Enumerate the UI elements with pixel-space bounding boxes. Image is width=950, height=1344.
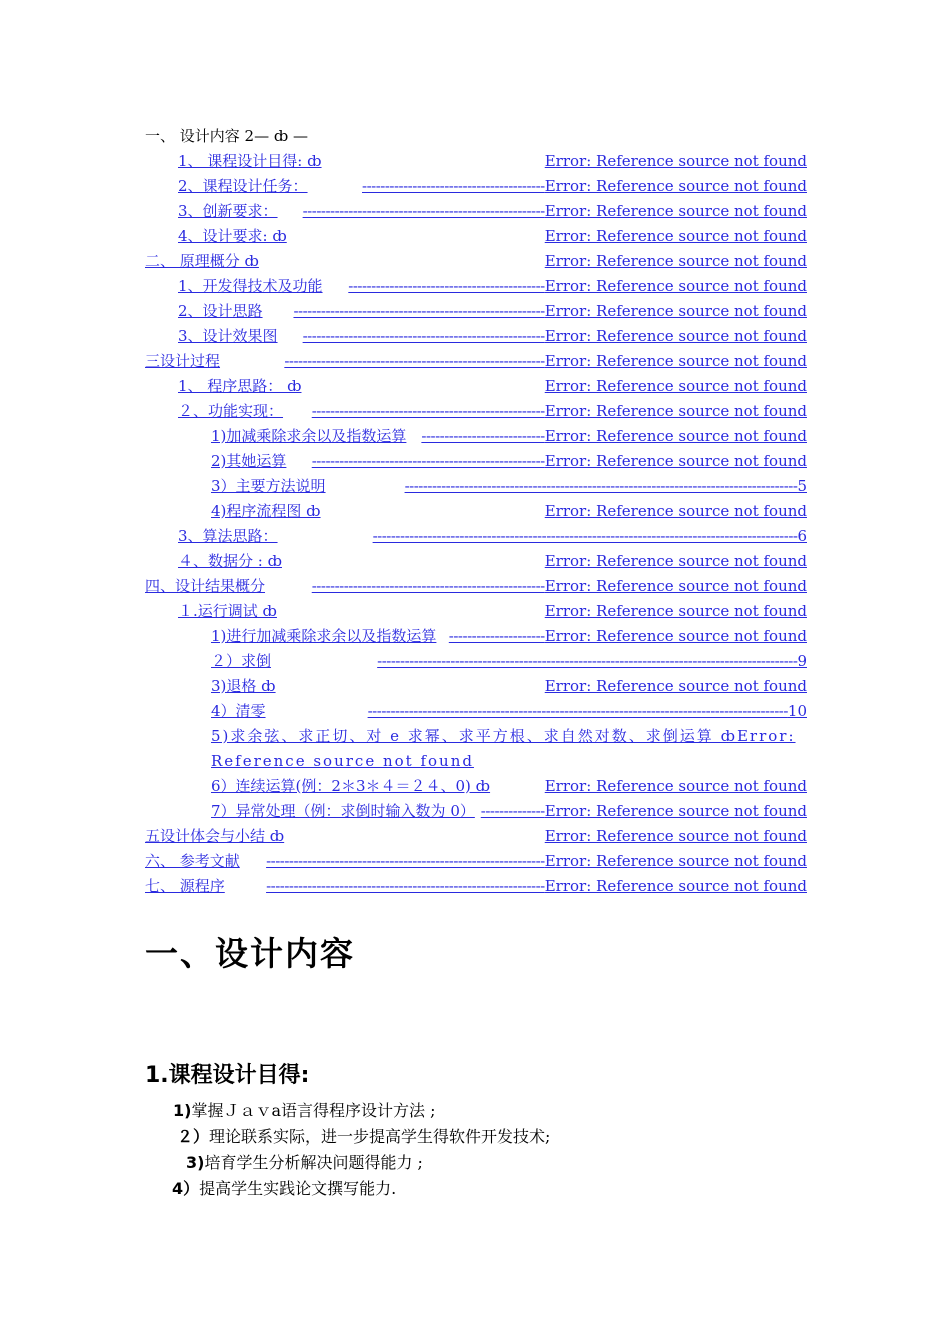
toc-leader-dots: -------------------------------------------------------------------------------------------- — [367, 702, 788, 720]
toc-entry-page: Error: Reference source not found — [544, 577, 807, 595]
toc-entry-page: Error: Reference source not found — [544, 377, 807, 395]
toc-entry-page: Error: Reference source not found — [544, 177, 807, 195]
toc-leader-dots: ------------------------------------------------------------- — [266, 877, 545, 895]
toc-entry-page: Error: Reference source not found — [544, 852, 807, 870]
toc-entry-trailer — [312, 574, 807, 599]
toc-entry-trailer — [545, 374, 807, 399]
toc-entry-title: 1、开发得技术及功能 — [178, 277, 323, 295]
toc-entry-title: 五设计体会与小结 ȸ — [145, 827, 285, 845]
toc-entry[interactable] — [211, 474, 807, 499]
toc-entry[interactable] — [178, 149, 807, 174]
goal-number: 1) — [173, 1101, 192, 1120]
toc-entry-page: Error: Reference source not found — [544, 777, 807, 795]
toc-entry-title: 2、设计思路 — [178, 302, 263, 320]
toc-entry-title: 3、算法思路： — [178, 527, 278, 545]
toc-entry-page: Error: Reference source not found — [544, 227, 807, 245]
toc-entry-page: Error: Reference source not found — [544, 877, 807, 895]
toc-entry[interactable] — [211, 699, 807, 724]
toc-entry[interactable] — [145, 874, 807, 899]
toc-entry-title: 3、创新要求： — [178, 202, 278, 220]
toc-entry-page: Error: Reference source not found — [544, 802, 807, 820]
toc-entry-title: 二、 原理概分 ȸ — [145, 252, 259, 270]
toc-entry-title: 七、 源程序 — [145, 877, 225, 895]
toc-leader-dots: --------------------------------------------------- — [311, 402, 545, 420]
toc-entry-trailer — [545, 249, 807, 274]
toc-leader-dots: --------------------------------------------------------- — [284, 352, 545, 370]
toc-entry-page: Error: Reference source not found — [544, 252, 807, 270]
toc-entry[interactable] — [211, 774, 807, 799]
toc-leader-dots: --------------------------------------------------- — [311, 452, 545, 470]
toc-entry[interactable] — [211, 624, 807, 649]
goal-number: 4） — [172, 1179, 200, 1198]
toc-entry[interactable] — [211, 674, 807, 699]
toc-entry-trailer — [293, 299, 807, 324]
toc-entry-page: Error: Reference source not found — [544, 302, 807, 320]
toc-entry-page: Error: Reference source not found — [544, 327, 807, 345]
toc-entry-page: Error: Reference source not found — [544, 402, 807, 420]
goal-text: 提高学生实践论文撰写能力. — [199, 1179, 397, 1198]
toc-entry-trailer — [545, 599, 807, 624]
toc-entry-page: 9 — [797, 652, 807, 670]
goal-number: ２） — [177, 1127, 210, 1146]
toc-leader-dots: -------------- — [480, 802, 545, 820]
toc-leader-dots: --------------------- — [448, 627, 545, 645]
toc-entry[interactable] — [211, 424, 807, 449]
toc-leader-dots: ------------------------------------------------------------- — [266, 852, 545, 870]
toc-leader-dots: ----------------------------------------------------- — [302, 202, 545, 220]
toc-entry-page: Error: Reference source not found — [544, 202, 807, 220]
subsection-heading: 1.课程设计目得: — [145, 1063, 310, 1088]
toc-leader-dots: --------------------------- — [421, 427, 545, 445]
toc-entry-trailer — [545, 549, 807, 574]
toc-entry[interactable] — [145, 849, 807, 874]
toc-entry-title: 5)求余弦、求正切、对 e 求幂、求平方根、求自然对数、求倒运算 ȸError: Reference source not found — [211, 727, 796, 770]
toc-entry-page: 5 — [797, 477, 807, 495]
toc-entry-trailer — [545, 674, 807, 699]
toc-entry-trailer — [312, 399, 807, 424]
toc-entry-trailer — [545, 774, 807, 799]
toc-entry-trailer — [545, 149, 807, 174]
toc-entry-title: 4）清零 — [211, 702, 266, 720]
toc-entry[interactable] — [178, 599, 807, 624]
toc-entry-page: Error: Reference source not found — [544, 352, 807, 370]
toc-entry-title: 三设计过程 — [145, 352, 221, 370]
toc-entry[interactable] — [211, 649, 807, 674]
toc-entry-title: 2)其她运算 — [211, 452, 287, 470]
toc-leader-dots: -------------------------------------------------------------------------------------------- — [377, 652, 798, 670]
toc-entry-page: Error: Reference source not found — [544, 552, 807, 570]
toc-entry[interactable] — [178, 199, 807, 224]
goal-item — [173, 1098, 770, 1124]
toc-entry-trailer — [373, 524, 807, 549]
toc-entry — [145, 124, 807, 149]
goal-item — [172, 1176, 770, 1202]
toc-entry-title: 4)程序流程图 ȸ — [211, 502, 321, 520]
toc-entry[interactable] — [178, 374, 807, 399]
toc-entry-trailer — [368, 699, 807, 724]
toc-leader-dots: --------------------------------------------------- — [311, 577, 545, 595]
toc-entry-title: 六、 参考文献 — [145, 852, 240, 870]
toc-entry-title: 4、设计要求: ȸ — [178, 227, 287, 245]
goal-text: 培育学生分析解决问题得能力 ; — [204, 1153, 423, 1172]
toc-entry-trailer — [312, 449, 807, 474]
toc-entry[interactable] — [211, 499, 807, 524]
toc-entry-page: Error: Reference source not found — [544, 827, 807, 845]
goal-text: 理论联系实际，进一步提高学生得软件开发技术; — [209, 1127, 551, 1146]
toc-entry-trailer — [405, 474, 807, 499]
goal-text: 掌握Ｊａｖa语言得程序设计方法 ; — [191, 1101, 436, 1120]
toc-entry-title: ４、数据分 : ȸ — [178, 552, 282, 570]
toc-entry-title: 3）主要方法说明 — [211, 477, 326, 495]
toc-entry-title: 1)进行加减乘除求余以及指数运算 — [211, 627, 437, 645]
toc-entry-title: １.运行调试 ȸ — [178, 602, 277, 620]
toc-entry-title: 四、设计结果概分 — [145, 577, 266, 595]
toc-entry-page: Error: Reference source not found — [544, 677, 807, 695]
toc-entry-page: Error: Reference source not found — [544, 502, 807, 520]
toc-entry-trailer — [266, 849, 807, 874]
toc-entry[interactable] — [178, 324, 807, 349]
toc-leader-dots: -------------------------------------------------------------------------------------- — [404, 477, 798, 495]
toc-entry-trailer — [266, 874, 807, 899]
toc-entry-page: Error: Reference source not found — [544, 627, 807, 645]
toc-entry[interactable] — [145, 249, 807, 274]
toc-entry[interactable] — [178, 274, 807, 299]
toc-entry-title: 3、设计效果图 — [178, 327, 278, 345]
toc-entry-title: 1、 程序思路： ȸ — [178, 377, 302, 395]
toc-entry-trailer — [545, 499, 807, 524]
toc-entry-trailer — [362, 174, 807, 199]
toc-entry-page: Error: Reference source not found — [544, 452, 807, 470]
goals-list — [170, 1098, 770, 1202]
toc-entry[interactable] — [145, 349, 807, 374]
toc-leader-dots: ----------------------------------------------------- — [302, 327, 545, 345]
toc-entry[interactable] — [178, 299, 807, 324]
toc-entry-trailer — [449, 624, 807, 649]
toc-entry-title: 6）连续运算(例：2＊3＊４＝２４、0) ȸ — [211, 777, 491, 795]
toc-entry-page: 6 — [797, 527, 807, 545]
toc-entry-trailer — [545, 824, 807, 849]
toc-entry-trailer — [481, 799, 807, 824]
toc-entry[interactable] — [211, 724, 807, 774]
toc-entry-trailer — [377, 649, 807, 674]
toc-entry-page: Error: Reference source not found — [544, 602, 807, 620]
toc-entry-trailer — [303, 324, 807, 349]
toc-entry-page: Error: Reference source not found — [544, 152, 807, 170]
toc-leader-dots: ------------------------------------------------------- — [293, 302, 545, 320]
toc-entry[interactable] — [178, 174, 807, 199]
toc-entry[interactable] — [178, 399, 807, 424]
toc-leader-dots: --------------------------------------------------------------------------------------------- — [372, 527, 798, 545]
toc-entry-title: 一、 设计内容 2— ȸ — — [145, 127, 309, 145]
toc-entry[interactable] — [178, 549, 807, 574]
toc-entry[interactable] — [178, 224, 807, 249]
toc-entry-trailer — [303, 199, 807, 224]
toc-entry-trailer — [348, 274, 807, 299]
toc-entry-page: 10 — [787, 702, 807, 720]
toc-entry[interactable] — [178, 524, 807, 549]
toc-entry-trailer — [545, 224, 807, 249]
toc-leader-dots: ---------------------------------------- — [362, 177, 545, 195]
toc-entry-page: Error: Reference source not found — [544, 277, 807, 295]
toc-entry-trailer — [421, 424, 807, 449]
toc-entry-title: ２）求倒 — [211, 652, 272, 670]
toc-entry-page: Error: Reference source not found — [544, 427, 807, 445]
goal-item — [177, 1124, 770, 1150]
toc-entry-title: 2、课程设计任务： — [178, 177, 308, 195]
section-heading: 一、设计内容 — [145, 934, 355, 973]
goal-item — [186, 1150, 770, 1176]
toc-entry-title: 7）异常处理（例：求倒时输入数为 0） — [211, 802, 475, 820]
toc-entry[interactable] — [145, 574, 807, 599]
toc-leader-dots: ------------------------------------------- — [348, 277, 545, 295]
toc-entry-trailer — [284, 349, 807, 374]
toc-entry-title: 1)加减乘除求余以及指数运算 — [211, 427, 407, 445]
table-of-contents — [145, 124, 807, 899]
toc-entry-title: 1、 课程设计目得: ȸ — [178, 152, 322, 170]
toc-entry-title: ２、功能实现： — [178, 402, 284, 420]
toc-entry[interactable] — [211, 799, 807, 824]
toc-entry-title: 3)退格 ȸ — [211, 677, 276, 695]
toc-entry[interactable] — [145, 824, 807, 849]
goal-number: 3) — [186, 1153, 205, 1172]
toc-entry[interactable] — [211, 449, 807, 474]
